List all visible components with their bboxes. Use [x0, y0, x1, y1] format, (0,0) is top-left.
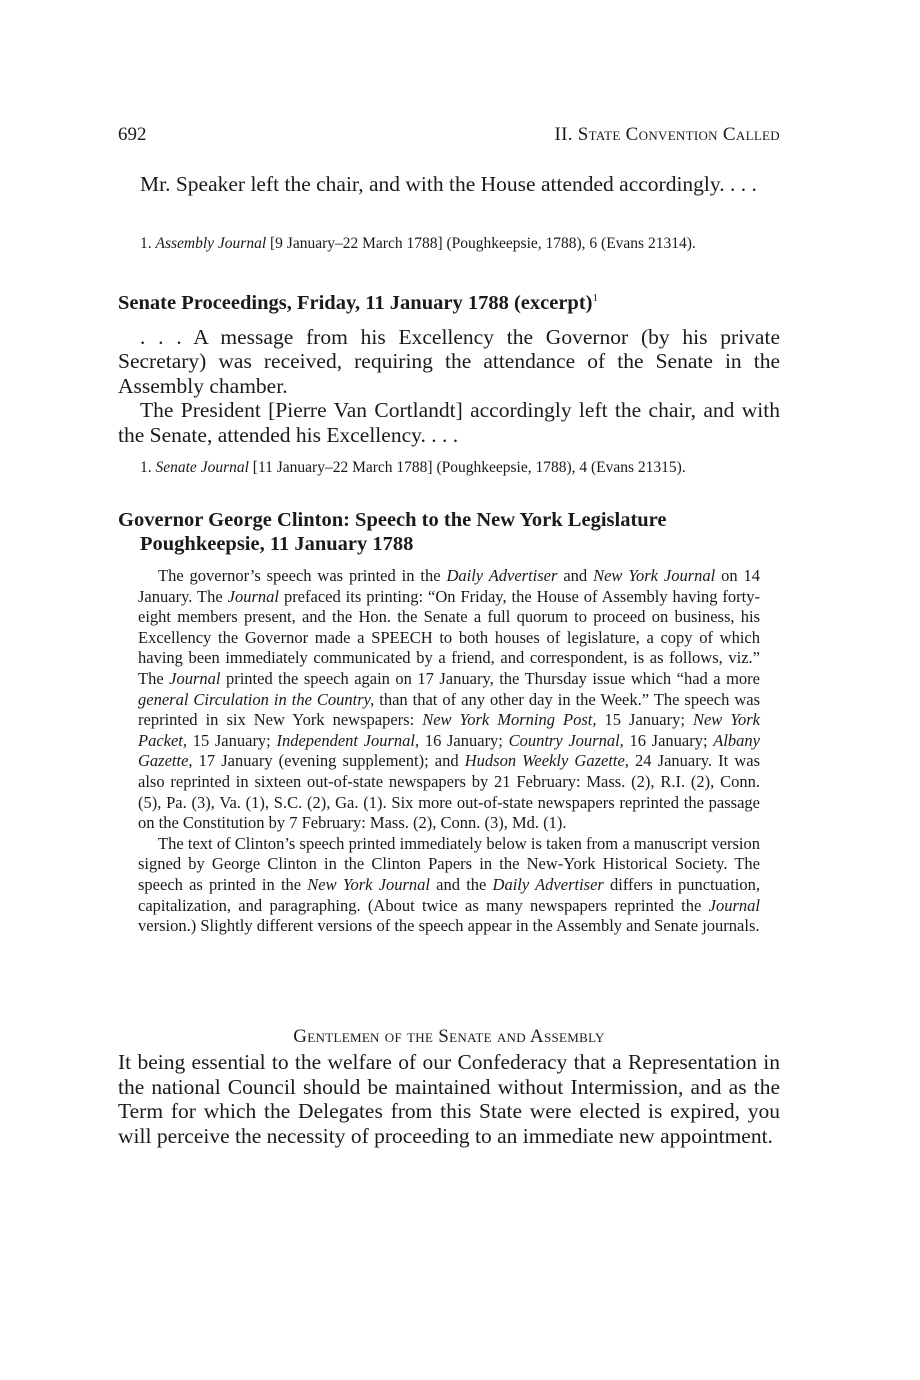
speech-salutation: Gentlemen of the Senate and Assembly [293, 1026, 605, 1047]
senate-heading: Senate Proceedings, Friday, 11 January 1788 (excerpt)$^1$ [118, 291, 598, 314]
editorial-note [118, 566, 780, 937]
assembly-closing-paragraph: Mr. Speaker left the chair, and with the House attended accordingly. . . . [140, 172, 757, 196]
editorial-paragraph-1: The governor’s speech was printed in the Daily Advertiser and New York Journal on 14 January. The Journal prefaced its printing: “On Friday, the House of Assembly having forty-eight members present, and the Hon. the Senate a full quorum to proceed on business, his Excellency the Governor made a SPEECH to both houses of legislature, a copy of which having been immediately communicated by a friend, and correspondent, is as follows, viz.” The Journal printed the speech again on 17 January, the Thursday issue which “had a more general Circulation in the Country, than that of any other day in the Week.” The speech was reprinted in six New York newspapers: New York Morning Post, 15 January; New York Packet, 15 January; Independent Journal, 16 January; Country Journal, 16 January; Albany Gazette, 17 January (evening supplement); and Hudson Weekly Gazette, 24 January. It was also reprinted in sixteen out-of-state newspapers by 21 February: Mass. (2), R.I. (2), Conn. (5), Pa. (3), Va. (1), S.C. (2), Ga. (1). Six more out-of-state newspapers reprinted the passage on the Constitution by 7 February: Mass. (2), Conn. (3), Md. (1). [138, 566, 761, 833]
footnote-citation: [9 January–22 March 1788] (Poughkeepsie, 1788), 6 (Evans 21314). [266, 235, 696, 252]
speech [118, 1026, 780, 1148]
page-number: 692 [118, 124, 147, 145]
footnote-number: 1. [140, 235, 152, 252]
editorial-paragraph-2: The text of Clinton’s speech printed immediately below is taken from a manuscript version signed by George Clinton in the Clinton Papers in the New-York Historical Society. The speech as printed in the New York Journal and the Daily Advertiser differs in punctuation, capitalization, and paragraphing. (About twice as many newspapers reprinted the Journal version.) Slightly different versions of the speech appear in the Assembly and Senate journals. [138, 833, 761, 936]
senate-paragraph-1: . . . A message from his Excellency the Governor (by his private Secretary) was received, requiring the attendance of the Senate in the Assembly chamber. [118, 324, 780, 398]
footnote-source-title: Senate Journal [155, 459, 249, 476]
speech-paragraph-1: It being essential to the welfare of our Confederacy that a Representation in the national Council should be maintained without Intermission, and as the Term for which the Delegates from this State were elected is expired, you will perceive the necessity of proceeding to an immediate new appointment. [118, 1050, 780, 1148]
senate-section [118, 286, 780, 447]
assembly-continuation [118, 172, 780, 197]
running-header [118, 124, 780, 150]
footnote-number: 1. [140, 459, 152, 476]
governor-section [118, 508, 780, 556]
senate-footnote [118, 458, 780, 478]
footnote-source-title: Assembly Journal [155, 235, 267, 252]
senate-paragraph-2: The President [Pierre Van Cortlandt] accordingly left the chair, and with the Senate, attended his Excellency. . . . [118, 398, 780, 447]
assembly-footnote [118, 234, 780, 254]
governor-heading: Governor George Clinton: Speech to the New York Legislature Poughkeepsie, 11 January 1788 [118, 509, 667, 555]
footnote-marker: 1 [592, 292, 598, 304]
footnote-citation: [11 January–22 March 1788] (Poughkeepsie, 1788), 4 (Evans 21315). [248, 459, 686, 476]
running-title: II. State Convention Called [554, 124, 780, 145]
